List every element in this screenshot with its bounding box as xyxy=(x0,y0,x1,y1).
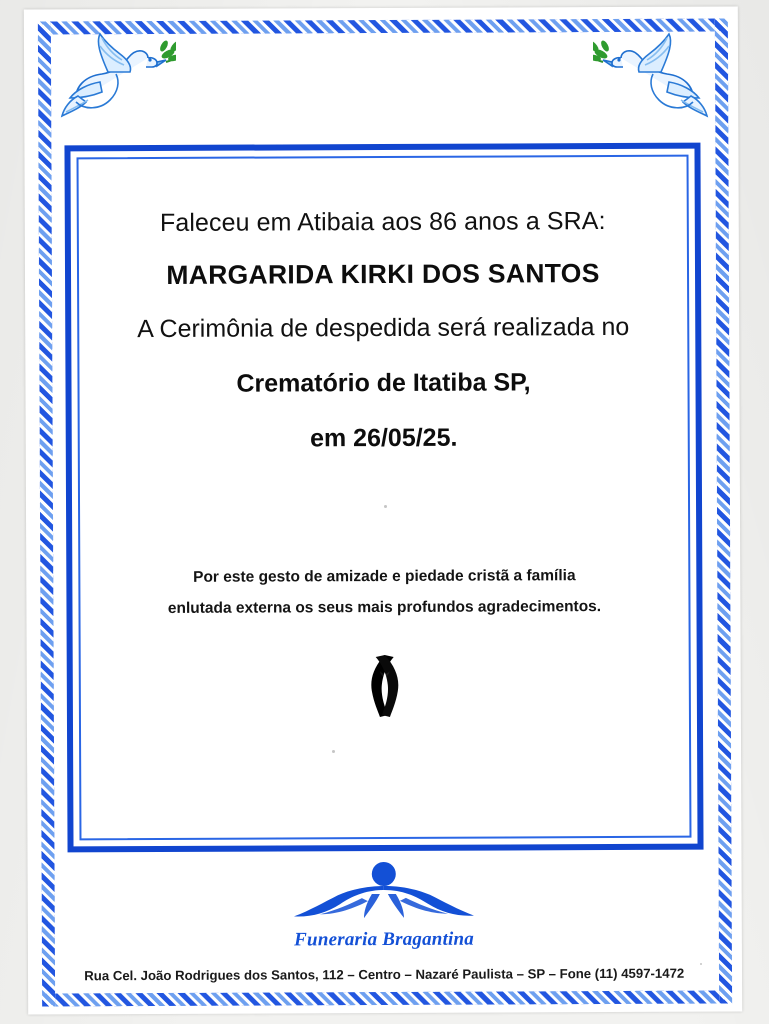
dove-with-olive-branch-icon xyxy=(56,24,176,134)
company-address: Rua Cel. João Rodrigues dos Santos, 112 – Centro – Nazaré Paulista – SP – Fone (11) 4597-1472 xyxy=(84,965,685,984)
deceased-name: MARGARIDA KIRKI DOS SANTOS xyxy=(166,258,600,290)
ribbon-area xyxy=(81,644,689,727)
notice-content xyxy=(79,159,690,842)
ceremony-date: em 26/05/25. xyxy=(309,423,458,453)
dove-with-olive-branch-icon xyxy=(593,24,713,134)
thanks-message xyxy=(80,560,688,625)
scan-speck xyxy=(700,963,702,965)
mourning-ribbon-icon xyxy=(350,645,420,723)
ceremony-place: Crematório de Itatiba SP, xyxy=(236,368,531,398)
scan-speck xyxy=(384,505,387,508)
footer xyxy=(80,859,689,984)
company-name: Funeraria Bragantina xyxy=(294,928,475,951)
notice-line-ceremony: A Cerimônia de despedida será realizada no xyxy=(137,312,630,344)
funeraria-bragantina-logo xyxy=(254,859,514,922)
thanks-line-1: Por este gesto de amizade e piedade cristã a família xyxy=(193,567,576,586)
thanks-line-2: enlutada externa os seus mais profundos agradecimentos. xyxy=(167,598,602,617)
notice-line-death: Faleceu em Atibaia aos 86 anos a SRA: xyxy=(159,207,606,237)
scan-speck xyxy=(332,750,335,753)
